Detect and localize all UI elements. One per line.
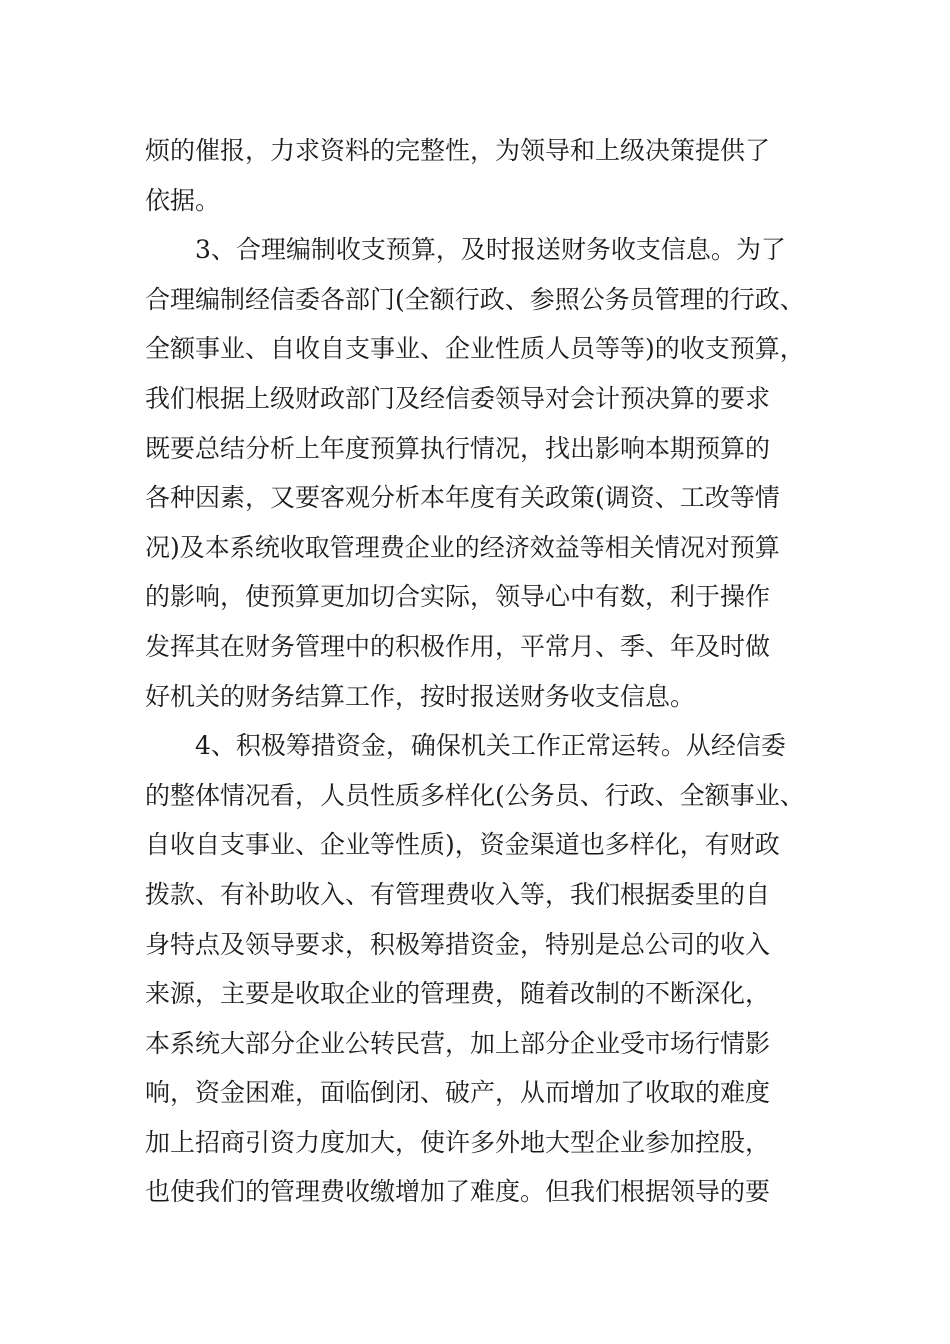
text-line: 发挥其在财务管理中的积极作用，平常月、季、年及时做 [145, 631, 771, 661]
text-line: 响，资金困难，面临倒闭、破产，从而增加了收取的难度 [145, 1078, 771, 1108]
text-line: 各种因素，又要客观分析本年度有关政策(调资、工改等情 [145, 483, 780, 513]
text-line: 合理编制经信委各部门(全额行政、参照公务员管理的行政、 [145, 284, 805, 314]
text-line: 的影响，使预算更加切合实际，领导心中有数，利于操作 [145, 582, 771, 612]
text-line: 拨款、有补助收入、有管理费收入等，我们根据委里的自 [145, 879, 771, 909]
text-line: 烦的催报，力求资料的完整性，为领导和上级决策提供了 [145, 136, 771, 165]
text-line: 加上招商引资力度加大，使许多外地大型企业参加控股， [145, 1127, 771, 1157]
text-line: 自收自支事业、企业等性质)，资金渠道也多样化，有财政 [145, 830, 780, 860]
text-line: 依据。 [145, 185, 221, 215]
text-line: 的整体情况看，人员性质多样化(公务员、行政、全额事业、 [145, 780, 805, 810]
text-line: 也使我们的管理费收缴增加了难度。但我们根据领导的要 [145, 1177, 771, 1207]
text-line: 身特点及领导要求，积极筹措资金，特别是总公司的收入 [145, 929, 771, 959]
text-line: 来源，主要是收取企业的管理费，随着改制的不断深化， [145, 979, 771, 1009]
text-line: 本系统大部分企业公转民营，加上部分企业受市场行情影 [145, 1028, 771, 1058]
text-line: 全额事业、自收自支事业、企业性质人员等等)的收支预算， [145, 334, 805, 364]
text-line: 我们根据上级财政部门及经信委领导对会计预决算的要求 [145, 383, 771, 413]
text-line: 既要总结分析上年度预算执行情况，找出影响本期预算的 [145, 433, 771, 463]
text-line: 好机关的财务结算工作，按时报送财务收支信息。 [145, 681, 696, 711]
paragraph-3-start: 3、合理编制收支预算，及时报送财务收支信息。为了 [195, 235, 786, 265]
body-text [145, 126, 815, 1217]
paragraph-4-start: 4、积极筹措资金，确保机关工作正常运转。从经信委 [195, 731, 786, 761]
text-line: 况)及本系统收取管理费企业的经济效益等相关情况对预算 [145, 532, 780, 562]
